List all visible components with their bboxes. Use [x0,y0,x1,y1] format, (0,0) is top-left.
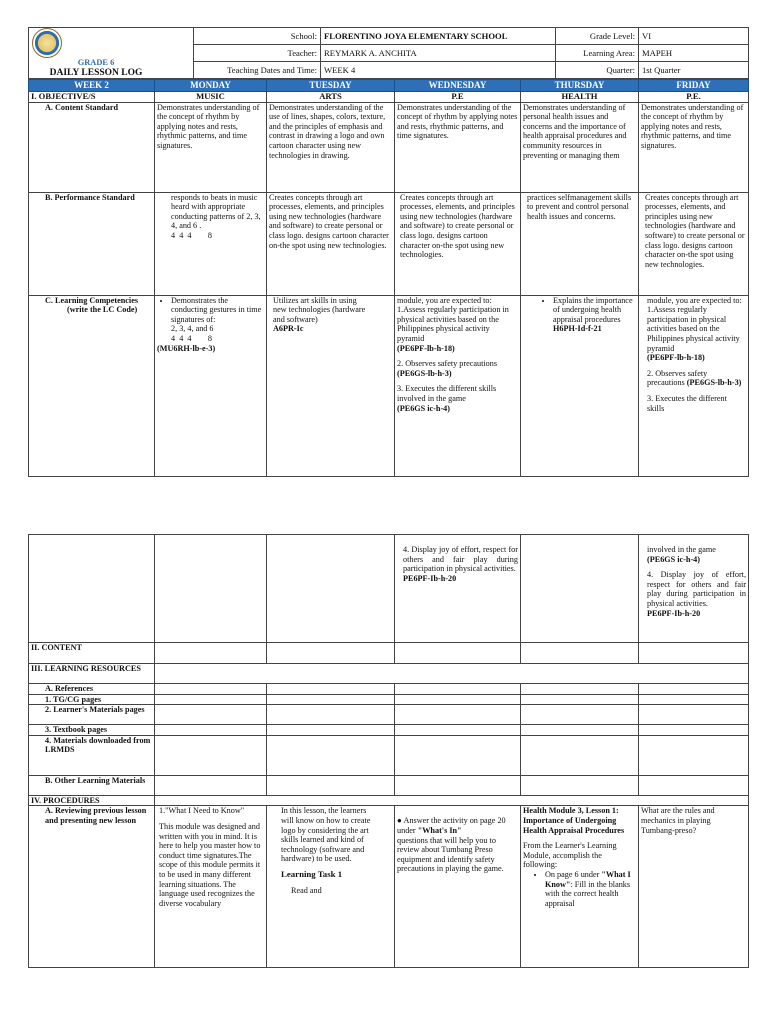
fri-objective-3: 3. Executes the different skills [647,393,727,413]
review-thu [521,806,639,968]
learning-area-value: MAPEH [639,45,749,62]
lrmds-label: 4. Materials downloaded from LRMDS [29,735,155,775]
content-standard-tue: Demonstrates understanding of the use of lines, shapes, colors, texture, and the principles of emphasis and contrast in drawing a logo and own cartoon character using new technologies in drawing. [267,102,395,192]
content-standard-fri: Demonstrates understanding of the concept of rhythm by applying notes and rests, rhythmic patterns, and time signatures. [639,102,749,192]
tue-competency: Utilizes art skills in using new technologies (hardware and software) [273,295,366,324]
fri-objective-2-code: (PE6GS-lb-h-3) [686,378,742,388]
lesson-log-page-2 [28,534,748,968]
deped-seal-icon [32,28,62,58]
lc-code-note: (write the LC Code) [67,305,138,315]
dates-label: Teaching Dates and Time: [194,62,321,79]
mon-time-sig: 2, 3, 4, and 6 [171,324,214,334]
learning-competencies-label [29,295,155,476]
continued-fri-cell [639,535,749,643]
wed-intro: module, you are expected to: [397,295,492,305]
wed-activity-desc: questions that will help you to review about Tumbang Preso equipment and identify safety precautions in playing the game. [397,835,504,874]
wed-whats-in: "What's In" [417,825,462,835]
daily-lesson-log-title: DAILY LESSON LOG [49,68,143,78]
fri-objective-4-code: PE6PF-Ib-h-20 [647,608,701,618]
continued-tue-cell [267,535,395,643]
tue-lesson-intro: In this lesson, the learners will know on how to create logo by considering the art skills learned and kind of technology (software and hardware) to be used. [281,806,371,864]
learning-area-label: Learning Area: [556,45,639,62]
content-standard-row [29,102,749,192]
wed-objective-2-text: 2. Observes safety precautions [397,359,498,369]
tue-learning-task: Learning Task 1 [281,868,343,879]
fri-intro: module, you are expected to: [647,295,742,305]
thu-task-text-2: : Fill in the blanks with the correct health appraisal [545,879,631,908]
grade-heading: GRADE 6 [77,58,115,67]
objectives-table [28,79,749,477]
learning-competencies-title: C. Learning Competencies [45,295,139,305]
review-wed [395,806,521,968]
continued-mon-cell [155,535,267,643]
procedures-heading: IV. PROCEDURES [29,795,155,806]
learning-competencies-fri [639,295,749,476]
performance-standard-fri: Creates concepts through art processes, elements, and principles using new technologies (hardware and software) to create personal or class logo. designs cartoon character on-the spot using new technologies. [639,192,749,295]
mon-time-sig-fractions: 4 4 4 8 [171,333,212,343]
performance-standard-mon [155,192,267,295]
procedures-table [28,534,749,968]
mon-what-i-need-to-know: 1."What I Need to Know" [159,806,245,816]
other-materials-label: B. Other Learning Materials [29,775,155,795]
continued-label-cell [29,535,155,643]
quarter-value: 1st Quarter [639,62,749,79]
thu-what-i-know: "What I Know" [545,869,631,889]
thu-task-item [545,870,636,908]
day-friday: FRIDAY [639,80,749,92]
school-value: FLORENTINO JOYA ELEMENTARY SCHOOL [321,28,556,45]
wed-objective-3-code: (PE6GS ic-h-4) [397,403,450,413]
learners-materials-row [29,705,749,725]
thu-health-module: Health Module 3, Lesson 1: Importance of Undergoing Health Appraisal Procedures [523,806,625,835]
thu-competency-list [523,296,636,325]
thu-competency-item: • Explains the importance of undergoing health appraisal procedures [553,296,636,325]
week-label: WEEK 2 [29,80,155,92]
wed-activity: ● Answer the activity on page 20 under "What's In" [397,816,506,835]
deped-logo-cell [29,28,194,79]
performance-standard-wed: Creates concepts through art processes, elements, and principles using new technologies (hardware and software) to create personal or class logo. designs cartoon character on-the spot using new technologies. [395,192,521,295]
wed-objective-1-code: (PE6PF-lb-h-18) [397,343,455,353]
mon-module-intro: This module was designed and written with you in mind. It is here to help you master how to conduct time signatures.The scope of this module permits it to be used in many different learning situations. The language used recognizes the diverse vocabulary [159,821,261,908]
fri-objective-1: 1.Assess regularly participation in physical activities based on the Philippines physical activity pyramid [647,305,740,353]
fri-objective-3-code: (PE6GS ic-h-4) [647,554,700,564]
performance-standard-label: B. Performance Standard [29,192,155,295]
other-materials-row [29,775,749,795]
learning-competencies-wed [395,295,521,476]
grade-level-value: VI [639,28,749,45]
wed-objective-1: 1.Assess regularly participation in physical activities based on the Philippines physical activity pyramid [397,305,509,343]
subject-music: MUSIC [155,92,267,103]
wed-objective-2-code: (PE6GS-lb-h-3) [397,368,452,378]
review-lesson-label: A. Reviewing previous lesson and presenting new lesson [29,806,155,968]
review-mon [155,806,267,968]
week-row [29,80,749,92]
lesson-log-page-1 [28,27,748,477]
learning-competencies-row [29,295,749,476]
day-wednesday: WEDNESDAY [395,80,521,92]
content-standard-mon: Demonstrates understanding of the concept of rhythm by applying notes and rests, rhythmic patterns, and time signatures. [155,102,267,192]
teacher-value: REYMARK A. ANCHITA [321,45,556,62]
quarter-label: Quarter: [556,62,639,79]
content-standard-label: A. Content Standard [29,102,155,192]
thu-task-text: On page 6 under [545,869,602,879]
fri-objective-2-text: 2. Observes safety precautions [647,368,708,388]
content-standard-wed: Demonstrates understanding of the concept of rhythm by applying notes and rests, rhythmic patterns, and time signatures. [395,102,521,192]
competencies-continued-row [29,535,749,643]
mon-competency-item: • Demonstrates the conducting gestures in time signatures of: [171,296,264,325]
wed-activity-text: Answer the activity on page 20 under [397,816,506,835]
grade-level-label: Grade Level: [556,28,639,45]
review-fri: What are the rules and mechanics in playing Tumbang-preso? [639,806,749,968]
references-label: A. References [29,684,155,695]
wed-objective-4: 4. Display joy of effort, respect for others and fair play during participation in physical activities. [403,545,518,574]
textbook-label: 3. Textbook pages [29,725,155,736]
references-row [29,684,749,695]
fri-objective-1-code: (PE6PF-lb-h-18) [647,353,705,363]
mon-competency-list [157,296,264,325]
content-row [29,643,749,664]
thu-instructions: From the Learner's Learning Module, accomplish the following: [523,841,617,870]
continued-thu-cell [521,535,639,643]
content-standard-thu: Demonstrates understanding of personal health issues and concerns and the importance of health appraisal procedures and community resources in preventing or managing them [521,102,639,192]
learning-resources-row [29,664,749,684]
procedures-row [29,795,749,806]
dates-value: WEEK 4 [321,62,556,79]
school-label: School: [194,28,321,45]
learning-competencies-tue [267,295,395,476]
tg-cg-label: 1. TG/CG pages [29,694,155,705]
textbook-row [29,725,749,736]
day-tuesday: TUESDAY [267,80,395,92]
subject-pe-friday: P.E. [639,92,749,103]
fri-objective-4: 4. Display joy of effort, respect for others and fair play during participation in physical activities. [647,570,746,608]
tg-cg-row [29,694,749,705]
performance-standard-mon-fractions: 4 4 4 8 [171,230,212,240]
mon-lc-code: (MU6RH-lb-e-3) [157,343,216,353]
lrmds-row [29,735,749,775]
learning-resources-heading: III. LEARNING RESOURCES [29,664,155,684]
performance-standard-thu: practices selfmanagement skills to prevent and control personal health issues and concerns. [521,192,639,295]
learners-materials-label: 2. Learner's Materials pages [29,705,155,725]
tue-read-and: Read and [291,885,322,895]
continued-wed-cell [395,535,521,643]
subject-pe: P.E [395,92,521,103]
day-monday: MONDAY [155,80,267,92]
tue-lc-code: A6PR-Ic [273,324,304,334]
wed-objective-4-code: PE6PF-Ib-h-20 [403,573,457,583]
thu-task-list [523,870,636,908]
fri-objective-3-cont: involved in the game [647,545,716,554]
wed-objective-2 [397,359,518,378]
subject-row [29,92,749,103]
header-table [28,27,749,79]
objectives-heading: I. OBJECTIVE/S [29,92,155,103]
performance-standard-tue: Creates concepts through art processes, elements, and principles using new technologies (hardware and software) to create personal or class logo. designs cartoon character on-the spot using new technologies. [267,192,395,295]
day-thursday: THURSDAY [521,80,639,92]
subject-arts: ARTS [267,92,395,103]
learning-competencies-thu [521,295,639,476]
fri-objective-2 [647,369,746,388]
review-tue [267,806,395,968]
wed-objective-3: 3. Executes the different skills involved in the game [397,384,497,403]
content-heading: II. CONTENT [29,643,155,664]
subject-health: HEALTH [521,92,639,103]
performance-standard-mon-text: responds to beats in music heard with appropriate conducting patterns of 2, 3, 4, and 6 . [171,192,261,231]
learning-competencies-mon [155,295,267,476]
thu-lc-code: H6PH-Id-f-21 [553,324,602,334]
performance-standard-row [29,192,749,295]
teacher-label: Teacher: [194,45,321,62]
review-lesson-row [29,806,749,968]
